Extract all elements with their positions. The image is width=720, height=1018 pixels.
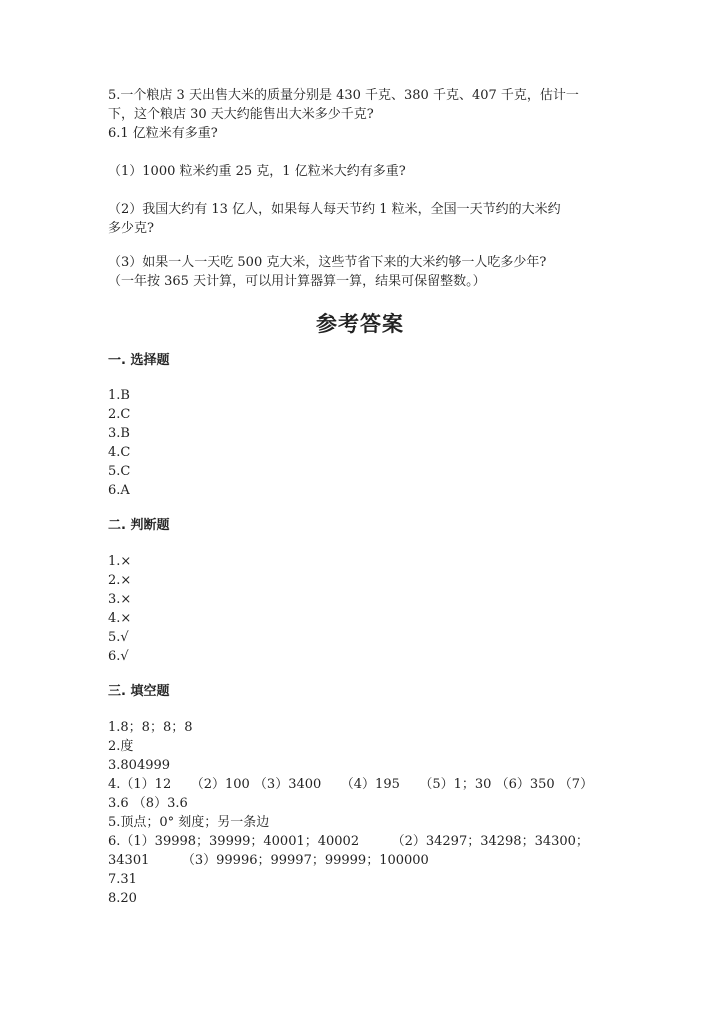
question-text: 下，这个粮店 30 天大约能售出大米多少千克? bbox=[108, 107, 374, 122]
section-heading: 三. 填空题 bbox=[108, 684, 170, 699]
question-6-1 bbox=[108, 162, 618, 181]
question-text: （3）如果一人一天吃 500 克大米，这些节省下来的大米约够一人吃多少年? bbox=[108, 255, 547, 270]
section-heading: 一. 选择题 bbox=[108, 353, 170, 368]
answer-item: 5.顶点；0° 刻度；另一条边 bbox=[108, 815, 270, 830]
answer-item: 2.度 bbox=[108, 739, 134, 754]
answer-list-2 bbox=[108, 552, 618, 666]
answer-item: 8.20 bbox=[108, 891, 137, 906]
answer-item: 7.31 bbox=[108, 872, 137, 887]
answer-item: 2.× bbox=[108, 573, 132, 588]
question-text: （1）1000 粒米约重 25 克，1 亿粒米大约有多重? bbox=[108, 164, 406, 179]
question-text: 6.1 亿粒米有多重? bbox=[108, 126, 218, 141]
answer-item: 1.8；8；8；8 bbox=[108, 720, 193, 735]
answer-item: 5.√ bbox=[108, 630, 129, 645]
question-text: 5.一个粮店 3 天出售大米的质量分别是 430 千克、380 千克、407 千克，估计一 bbox=[108, 88, 579, 103]
answer-item: 6.（1）39998；39999；40001；40002 （2）34297；34298；34300； bbox=[108, 834, 589, 849]
answer-item: 4.× bbox=[108, 611, 132, 626]
answer-item: 3.B bbox=[108, 426, 130, 441]
question-5 bbox=[108, 86, 618, 143]
question-6-2 bbox=[108, 200, 618, 238]
answer-item: 34301 （3）99996；99997；99999；100000 bbox=[108, 853, 429, 868]
answer-list-3 bbox=[108, 718, 618, 908]
answer-item: 1.× bbox=[108, 554, 132, 569]
question-text: （一年按 365 天计算，可以用计算器算一算，结果可保留整数。） bbox=[108, 274, 486, 289]
answers-title: 参考答案 bbox=[316, 311, 404, 336]
section-heading: 二. 判断题 bbox=[108, 518, 170, 533]
answer-item: 3.× bbox=[108, 592, 132, 607]
answer-item: 3.804999 bbox=[108, 758, 171, 773]
question-text: 多少克? bbox=[108, 221, 154, 236]
answer-item: 3.6 （8）3.6 bbox=[108, 796, 188, 811]
answer-item: 6.A bbox=[108, 483, 130, 498]
answer-item: 4.（1）12 （2）100 （3）3400 （4）195 （5）1；30 （6）350 （7） bbox=[108, 777, 594, 792]
answer-list-1 bbox=[108, 386, 618, 500]
answer-item: 5.C bbox=[108, 464, 131, 479]
answer-item: 2.C bbox=[108, 407, 131, 422]
answer-item: 4.C bbox=[108, 445, 131, 460]
answer-item: 1.B bbox=[108, 388, 130, 403]
question-text: （2）我国大约有 13 亿人，如果每人每天节约 1 粒米，全国一天节约的大米约 bbox=[108, 202, 561, 217]
answer-item: 6.√ bbox=[108, 649, 129, 664]
question-6-3 bbox=[108, 253, 618, 291]
